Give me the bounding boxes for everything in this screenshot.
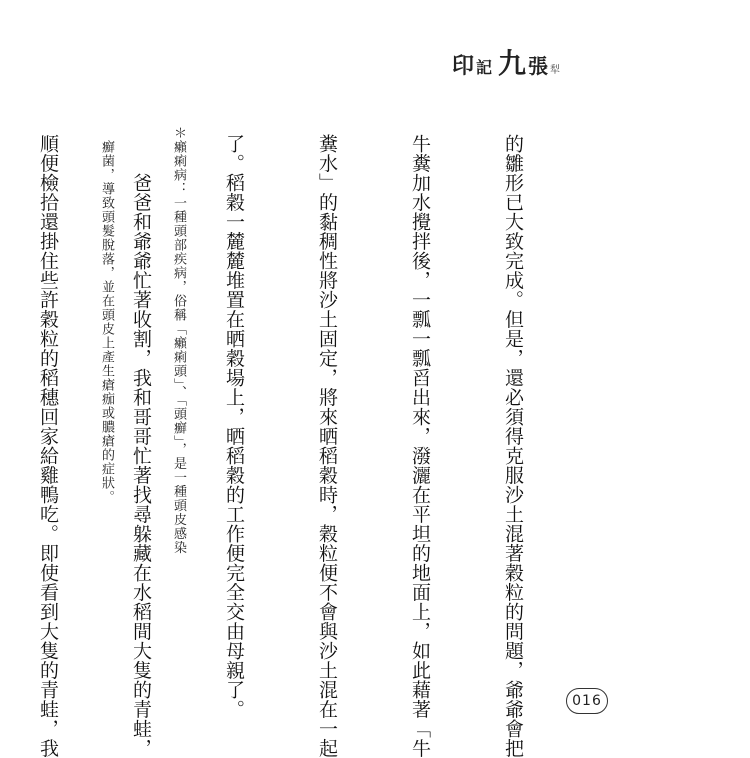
body-line-1: 的雛形已大致完成。但是，還必須得克服沙土混著穀粒的問題，爺爺會把 (502, 134, 524, 758)
body-line-3: 糞水」的黏稠性將沙土固定，將來晒稻穀時，穀粒便不會與沙土混在一起 (316, 134, 338, 758)
footnote (46, 126, 238, 556)
body-line-2: 牛糞加水攪拌後，一瓢一瓢舀出來，潑灑在平坦的地面上，如此藉著「牛 (409, 134, 431, 758)
header-char-2: 記 (475, 58, 492, 77)
footnote-line-2: 癬菌，導致頭髮脫落，並在頭皮上產生瘡痂或膿瘡的症狀。 (99, 126, 114, 504)
footnote-line-1: ＊癩痢病：一種頭部疾病，俗稱「癩痢頭」、「頭癬」，是一種頭皮感染 (171, 126, 186, 555)
page-number-text: 016 (572, 693, 602, 709)
body-line-4: 了。稻穀一麓麓堆置在晒穀場上，晒稻穀的工作便完全交由母親了。 (223, 134, 245, 719)
header-char-3: 九 (497, 47, 526, 80)
page-number (566, 688, 608, 714)
header-char-4: 張 (528, 54, 548, 78)
header-char-5: 犁 (550, 65, 560, 76)
header-char-1: 印 (451, 54, 474, 79)
body-line-5: 爸爸和爺爺忙著收割，我和哥哥忙著找尋躲藏在水稻間大隻的青蛙， (130, 134, 152, 758)
running-header (452, 42, 560, 82)
body-line-6: 順便檢拾還掛住些許穀粒的稻穗回家給雞鴨吃。即使看到大隻的青蛙，我 (37, 134, 59, 758)
